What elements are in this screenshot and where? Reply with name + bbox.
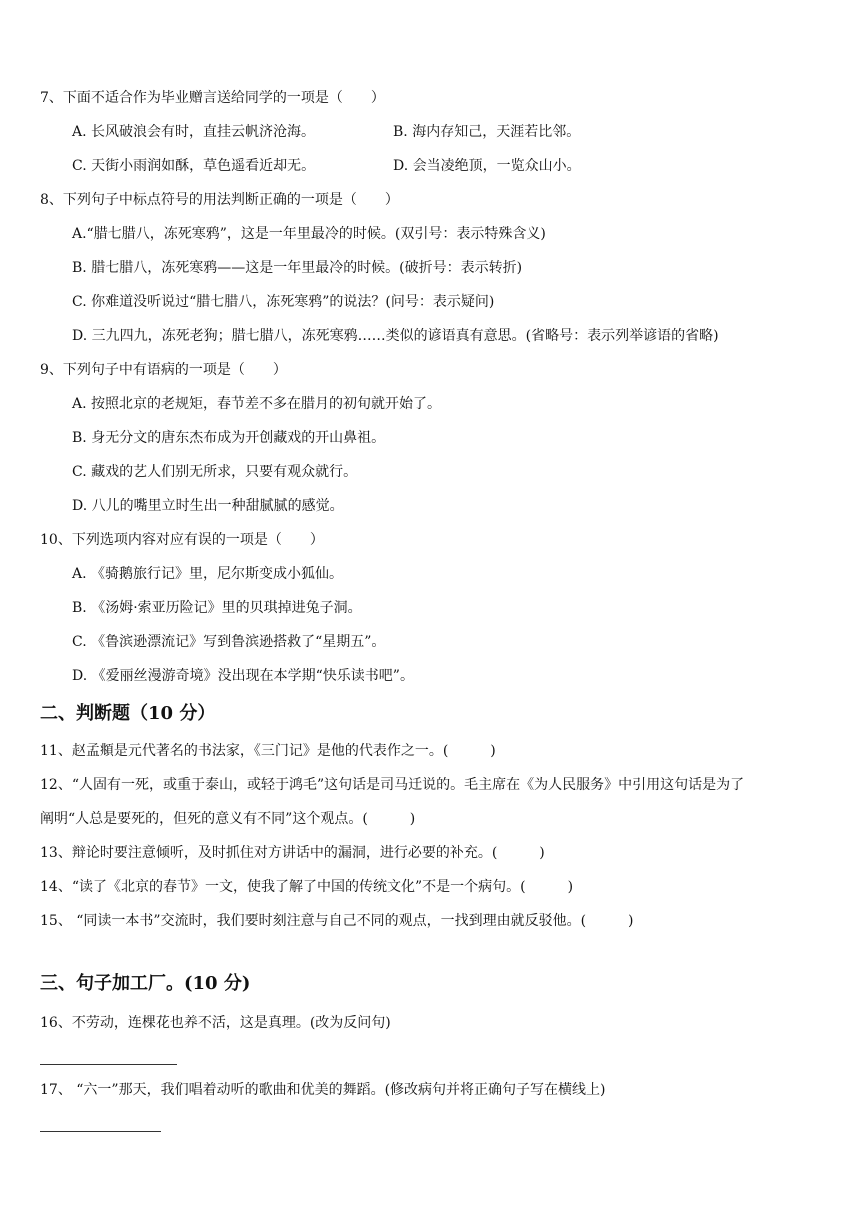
question-7-option-d: D. 会当凌绝顶，一览众山小。	[393, 158, 581, 174]
question-7-option-a: A. 长风破浪会有时，直挂云帆济沧海。	[72, 124, 316, 140]
question-7-option-b: B. 海内存知己，天涯若比邻。	[393, 124, 581, 140]
question-8-stem: 8、下列句子中标点符号的用法判断正确的一项是（ ）	[40, 192, 399, 208]
question-16: 16、不劳动，连棵花也养不活，这是真理。(改为反问句)	[40, 1015, 391, 1031]
question-7-stem: 7、下面不适合作为毕业赠言送给同学的一项是（ ）	[40, 90, 385, 106]
question-10-stem: 10、下列选项内容对应有误的一项是（ ）	[40, 532, 324, 548]
question-17: 17、 “六一”那天，我们唱着动听的歌曲和优美的舞蹈。(修改病句并将正确句子写在横线上)	[40, 1082, 606, 1098]
question-9-option-a: A. 按照北京的老规矩，春节差不多在腊月的初旬就开始了。	[72, 396, 442, 412]
question-14: 14、“读了《北京的春节》一文，使我了解了中国的传统文化”不是一个病句。( )	[40, 879, 574, 895]
answer-line-16	[40, 1064, 177, 1065]
question-8-option-b: B. 腊七腊八，冻死寒鸦——这是一年里最冷的时候。(破折号：表示转折)	[72, 260, 523, 276]
question-12-line-2: 阐明“人总是要死的，但死的意义有不同”这个观点。( )	[40, 811, 416, 827]
question-9-option-b: B. 身无分文的唐东杰布成为开创藏戏的开山鼻祖。	[72, 430, 386, 446]
section-3-title: 三、句子加工厂。(10 分)	[40, 973, 251, 994]
question-8-option-c: C. 你难道没听说过“腊七腊八，冻死寒鸦”的说法？(问号：表示疑问)	[72, 294, 495, 310]
question-8-option-d: D. 三九四九，冻死老狗；腊七腊八，冻死寒鸦……类似的谚语真有意思。(省略号：表示列举谚语的省略)	[72, 328, 719, 344]
answer-line-17	[40, 1131, 161, 1132]
question-15: 15、 “同读一本书”交流时，我们要时刻注意与自己不同的观点，一找到理由就反驳他。( )	[40, 913, 634, 929]
question-9-option-c: C. 藏戏的艺人们别无所求，只要有观众就行。	[72, 464, 358, 480]
section-2-title: 二、判断题（10 分）	[40, 703, 216, 724]
question-8-option-a: A.“腊七腊八，冻死寒鸦”，这是一年里最冷的时候。(双引号：表示特殊含义)	[72, 226, 546, 242]
question-13: 13、辩论时要注意倾听，及时抓住对方讲话中的漏洞，进行必要的补充。( )	[40, 845, 545, 861]
question-11: 11、赵孟頫是元代著名的书法家，《三门记》是他的代表作之一。( )	[40, 743, 496, 759]
question-10-option-c: C. 《鲁滨逊漂流记》写到鲁滨逊搭救了“星期五”。	[72, 634, 386, 650]
question-10-option-a: A. 《骑鹅旅行记》里，尼尔斯变成小狐仙。	[72, 566, 344, 582]
question-12-line-1: 12、“人固有一死，或重于泰山，或轻于鸿毛”这句话是司马迁说的。毛主席在《为人民服务》中引用这句话是为了	[40, 777, 745, 793]
question-10-option-b: B. 《汤姆·索亚历险记》里的贝琪掉进兔子洞。	[72, 600, 362, 616]
question-7-option-c: C. 天街小雨润如酥，草色遥看近却无。	[72, 158, 316, 174]
question-9-stem: 9、下列句子中有语病的一项是（ ）	[40, 362, 287, 378]
question-10-option-d: D. 《爱丽丝漫游奇境》没出现在本学期“快乐读书吧”。	[72, 668, 414, 684]
question-9-option-d: D. 八儿的嘴里立时生出一种甜腻腻的感觉。	[72, 498, 344, 514]
